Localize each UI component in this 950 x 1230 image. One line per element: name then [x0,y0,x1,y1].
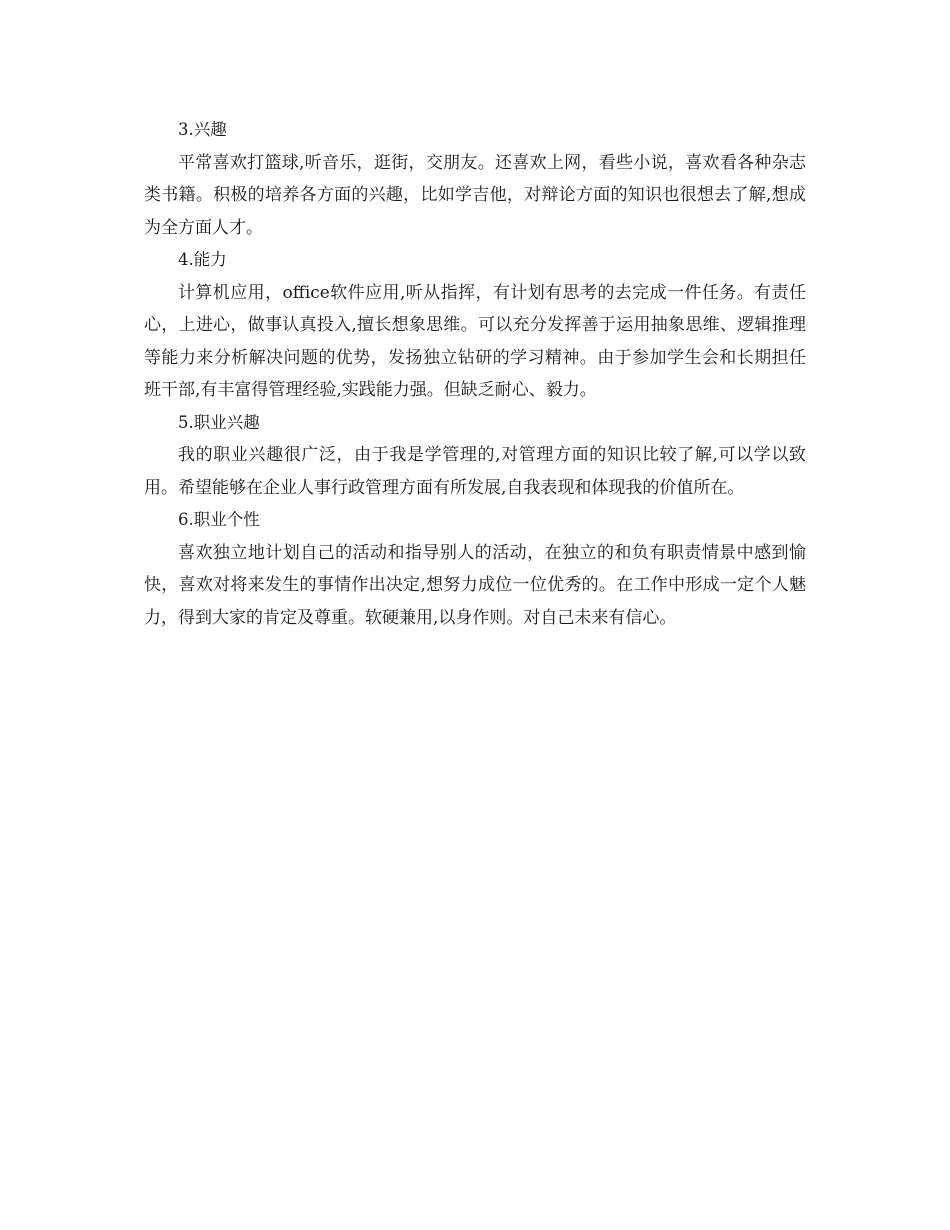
section-heading: 3.兴趣 [178,120,227,139]
section-paragraph: 喜欢独立地计划自己的活动和指导别人的活动，在独立的和负有职责情景中感到愉快，喜欢对将来发生的事情作出决定,想努力成位一位优秀的。在工作中形成一定个人魅力，得到大家的肯定及尊重。软硬兼用,以身作则。对自己未来有信心。 [144,542,806,628]
section-paragraph: 我的职业兴趣很广泛，由于我是学管理的,对管理方面的知识比较了解,可以学以致用。希望能够在企业人事行政管理方面有所发展,自我表现和体现我的价值所在。 [144,445,806,498]
section-heading: 4.能力 [178,250,227,269]
section-paragraph: 计算机应用，office软件应用,听从指挥，有计划有思考的去完成一件任务。有责任心，上进心，做事认真投入,擅长想象思维。可以充分发挥善于运用抽象思维、逻辑推理等能力来分析解决问题的优势，发扬独立钻研的学习精神。由于参加学生会和长期担任班干部,有丰富得管理经验,实践能力强。但缺乏耐心、毅力。 [144,282,806,400]
section-heading: 6.职业个性 [178,510,260,529]
document-page [144,114,806,634]
section-abilities [144,244,806,407]
section-heading: 5.职业兴趣 [178,412,260,432]
section-paragraph: 平常喜欢打篮球,听音乐，逛街，交朋友。还喜欢上网，看些小说，喜欢看各种杂志类书籍。积极的培养各方面的兴趣，比如学吉他，对辩论方面的知识也很想去了解,想成为全方面人才。 [144,152,806,238]
section-career-personality [144,504,806,634]
section-interests [144,114,806,244]
section-career-interests [144,407,806,505]
